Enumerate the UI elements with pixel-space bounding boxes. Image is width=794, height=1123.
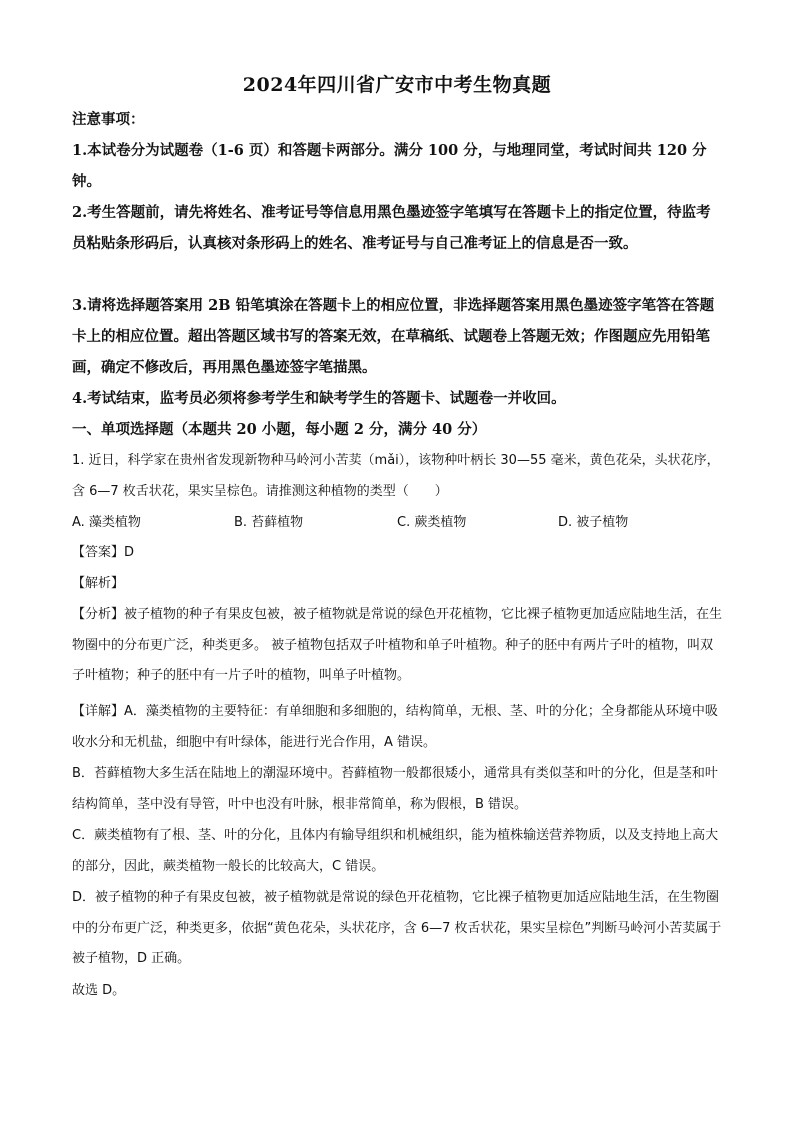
notice-item-4: 4.考试结束，监考员必须将参考学生和缺考学生的答题卡、试题卷一并收回。 — [72, 390, 566, 407]
question-options — [72, 508, 724, 538]
detail-c: C．蕨类植物有了根、茎、叶的分化，且体内有输导组织和机械组织，能为植株输送营养物质，以及支持地上高大的部分，因此，蕨类植物一般长的比较高大，C 错误。 — [72, 828, 719, 874]
analysis-paragraph: 【分析】被子植物的种子有果皮包被，被子植物就是常说的绿色开花植物，它比裸子植物更加适应陆地生活，在生物圈中的分布更广泛，种类更多。 被子植物包括双子叶植物和单子叶植物。种子的胚中有两片子叶的植物，叫双子叶植物；种子的胚中有一片子叶的植物，叫单子叶植物。 — [72, 607, 723, 683]
notice-item-1: 1.本试卷分为试题卷（1-6 页）和答题卡两部分。满分 100 分，与地理同堂，考试时间共 120 分钟。 — [72, 142, 707, 190]
analysis-label: 【解析】 — [72, 576, 125, 591]
section-heading: 一、单项选择题（本题共 20 小题，每小题 2 分，满分 40 分） — [72, 421, 487, 438]
notice-item-2: 2.考生答题前，请先将姓名、准考证号等信息用黑色墨迹签字笔填写在答题卡上的指定位置，待监考员粘贴条形码后，认真核对条形码上的姓名、准考证号与自己准考证上的信息是否一致。 — [72, 204, 711, 252]
answer-line: 【答案】D — [72, 545, 135, 560]
detail-a: 【详解】A．藻类植物的主要特征：有单细胞和多细胞的，结构简单，无根、茎、叶的分化；全身都能从环境中吸收水分和无机盐，细胞中有叶绿体，能进行光合作用，A 错误。 — [72, 704, 718, 750]
conclusion: 故选 D。 — [72, 983, 126, 998]
page-title: 2024年四川省广安市中考生物真题 — [242, 74, 552, 96]
option-c: C. 蕨类植物 — [397, 515, 467, 530]
detail-d: D．被子植物的种子有果皮包被，被子植物就是常说的绿色开花植物，它比裸子植物更加适应陆地生活，在生物圈中的分布更广泛，种类更多，依据“黄色花朵，头状花序，含 6—7 枚舌状花，果实呈棕色”判断马岭河小苦荬属于被子植物，D 正确。 — [72, 890, 722, 966]
question-stem: 1. 近日，科学家在贵州省发现新物种马岭河小苦荬（mǎi），该物种叶柄长 30—55 毫米，黄色花朵，头状花序，含 6—7 枚舌状花，果实呈棕色。请推测这种植物的类型（ ） — [72, 453, 720, 499]
notice-item-3: 3.请将选择题答案用 2B 铅笔填涂在答题卡上的相应位置，非选择题答案用黑色墨迹签字笔答在答题卡上的相应位置。超出答题区域书写的答案无效，在草稿纸、试题卷上答题无效；作图题应先用铅笔画，确定不修改后，再用黑色墨迹签字笔描黑。 — [72, 297, 715, 376]
option-d: D. 被子植物 — [558, 515, 629, 530]
option-a: A. 藻类植物 — [72, 515, 141, 530]
detail-b: B．苔藓植物大多生活在陆地上的潮湿环境中。苔藓植物一般都很矮小，通常具有类似茎和叶的分化，但是茎和叶结构简单，茎中没有导管，叶中也没有叶脉，根非常简单，称为假根，B 错误。 — [72, 766, 718, 812]
option-b: B. 苔藓植物 — [234, 515, 304, 530]
notice-heading: 注意事项： — [72, 111, 145, 128]
